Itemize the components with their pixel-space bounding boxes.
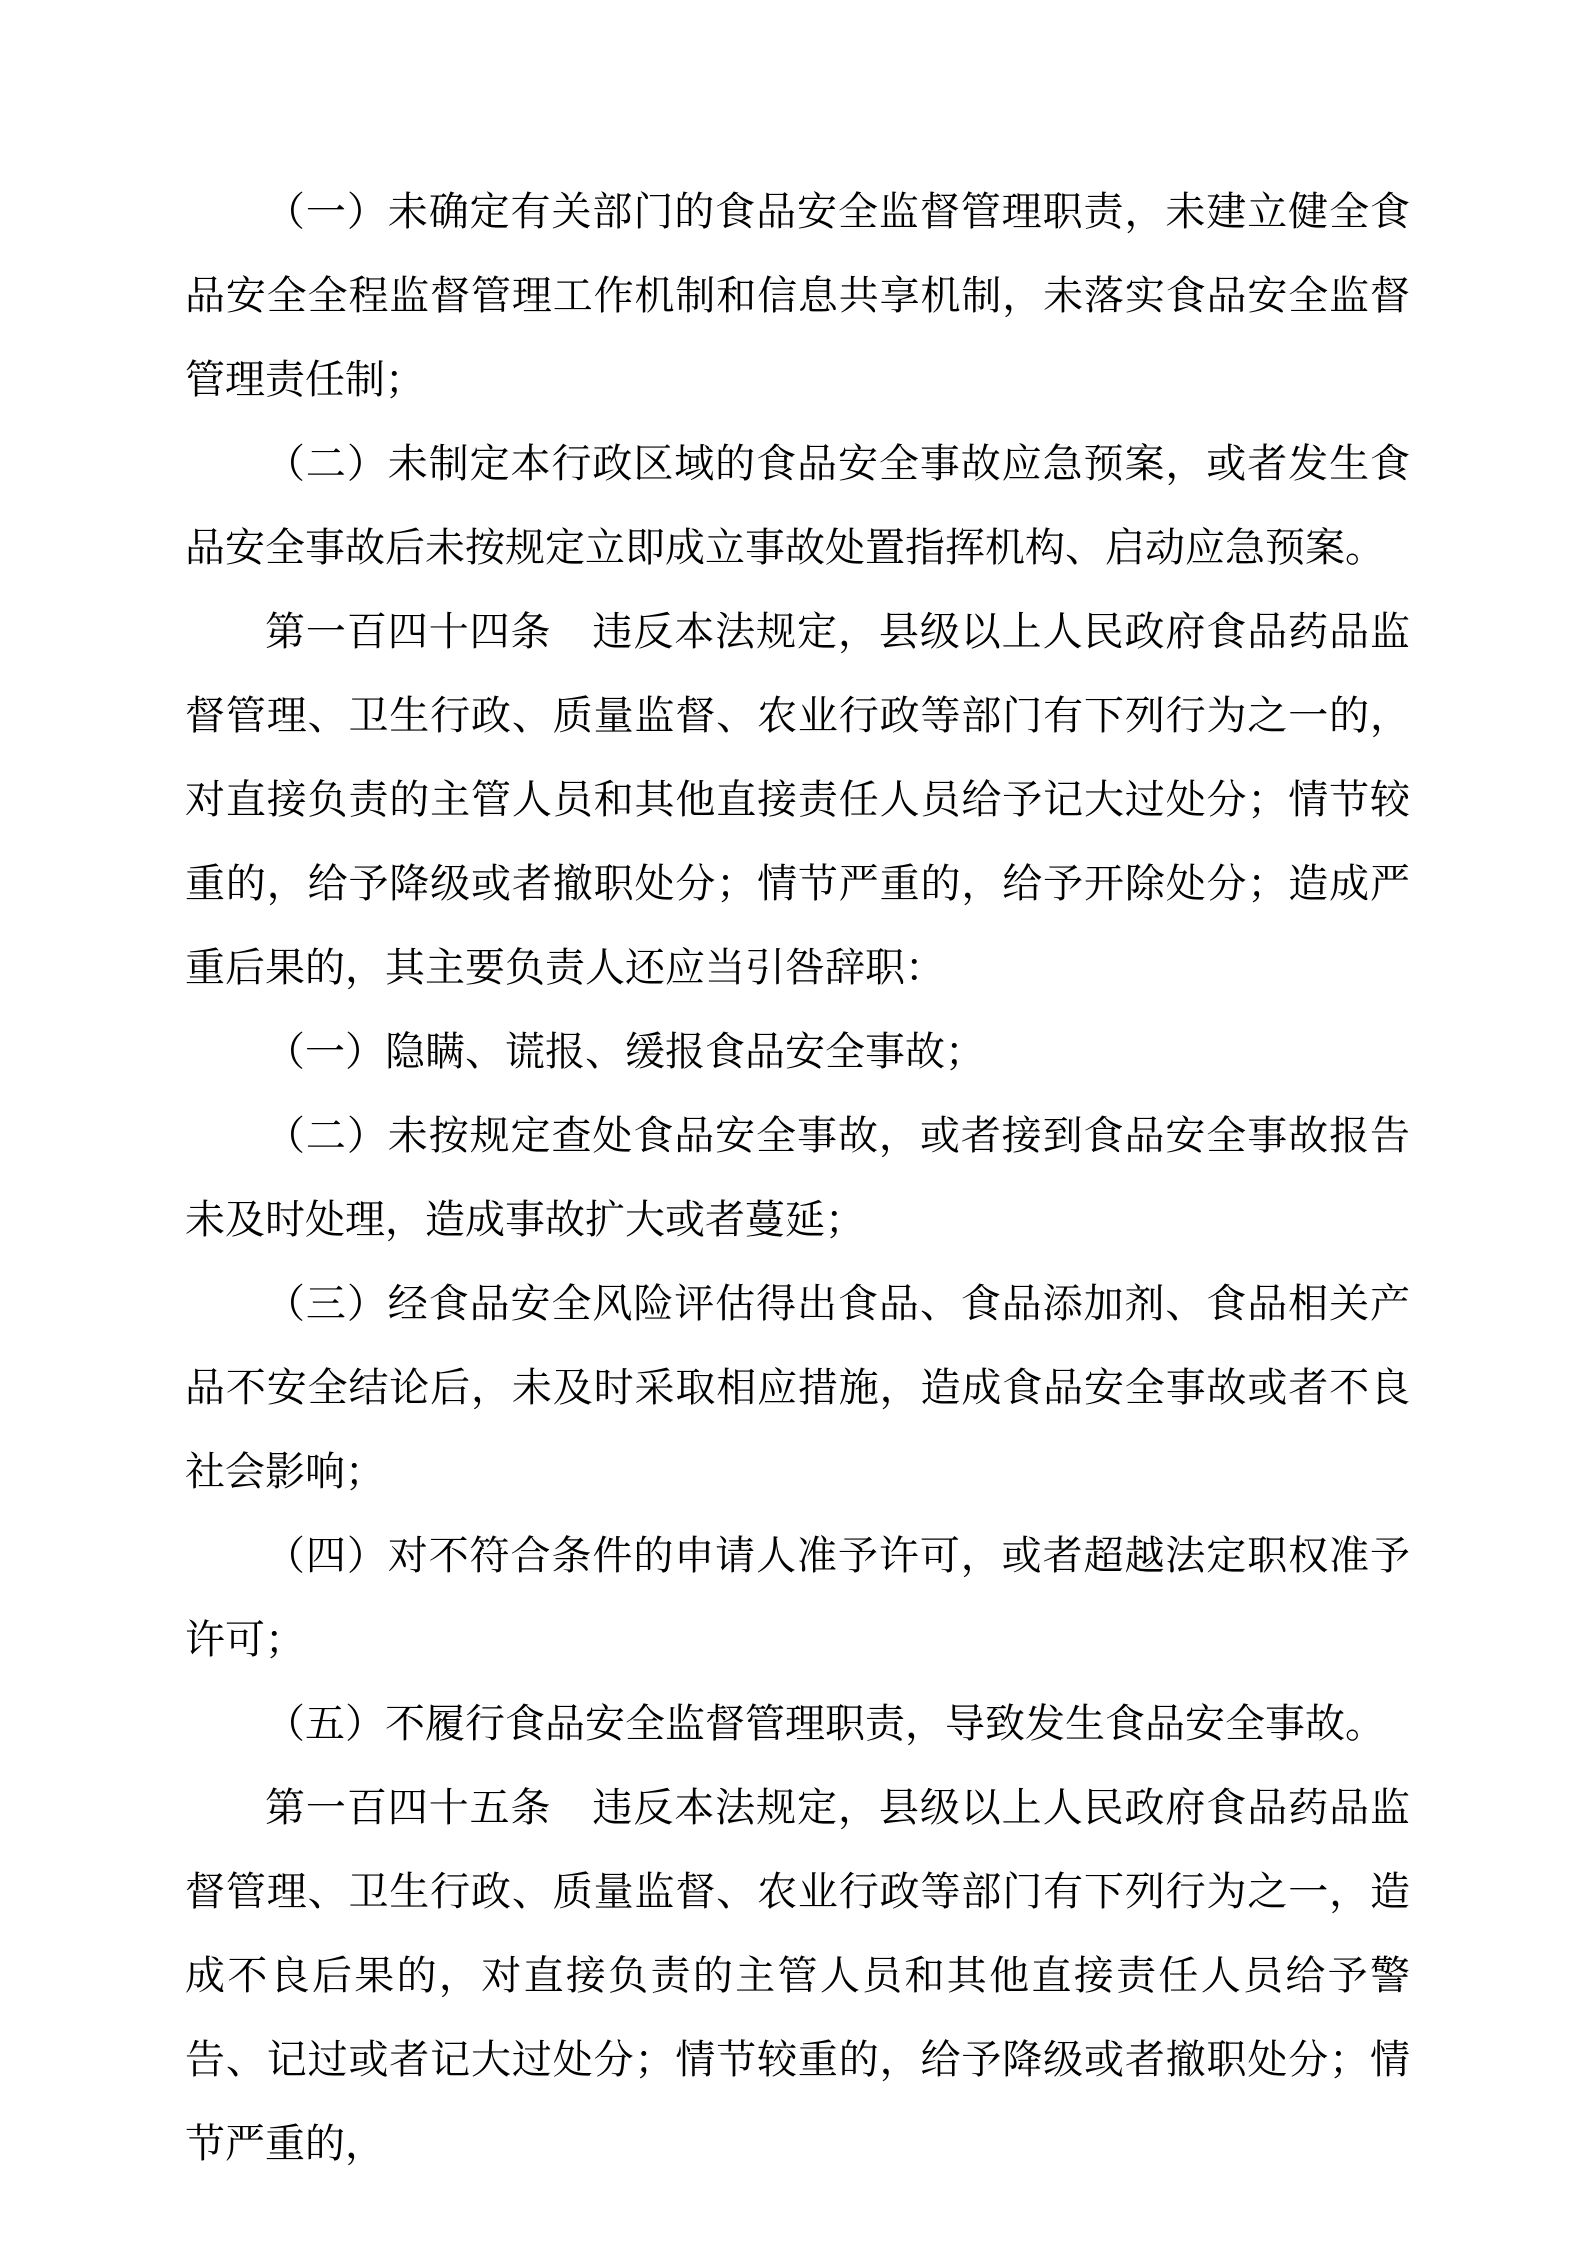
paragraph-item-1: （一）未确定有关部门的食品安全监督管理职责，未建立健全食品安全全程监督管理工作机制和信息共享机制，未落实食品安全监督管理责任制； [185,189,1410,403]
document-page [185,170,1410,2186]
paragraph-item-3: （三）经食品安全风险评估得出食品、食品添加剂、食品相关产品不安全结论后，未及时采取相应措施，造成食品安全事故或者不良社会影响； [185,1281,1410,1495]
paragraph-item-5: （五）不履行食品安全监督管理职责，导致发生食品安全事故。 [265,1701,1385,1747]
article-145: 第一百四十五条 违反本法规定，县级以上人民政府食品药品监督管理、卫生行政、质量监督、农业行政等部门有下列行为之一，造成不良后果的，对直接负责的主管人员和其他直接责任人员给予警告、记过或者记大过处分；情节较重的，给予降级或者撤职处分；情节严重的， [185,1785,1410,2167]
article-144: 第一百四十四条 违反本法规定，县级以上人民政府食品药品监督管理、卫生行政、质量监督、农业行政等部门有下列行为之一的，对直接负责的主管人员和其他直接责任人员给予记大过处分；情节较重的，给予降级或者撤职处分；情节严重的，给予开除处分；造成严重后果的，其主要负责人还应当引咎辞职： [185,609,1410,991]
paragraph-item-2: （二）未按规定查处食品安全事故，或者接到食品安全事故报告未及时处理，造成事故扩大或者蔓延； [185,1113,1410,1243]
paragraph-item-1: （一）隐瞒、谎报、缓报食品安全事故； [265,1029,985,1075]
paragraph-item-4: （四）对不符合条件的申请人准予许可，或者超越法定职权准予许可； [185,1533,1410,1663]
paragraph-item-2: （二）未制定本行政区域的食品安全事故应急预案，或者发生食品安全事故后未按规定立即成立事故处置指挥机构、启动应急预案。 [185,441,1410,571]
